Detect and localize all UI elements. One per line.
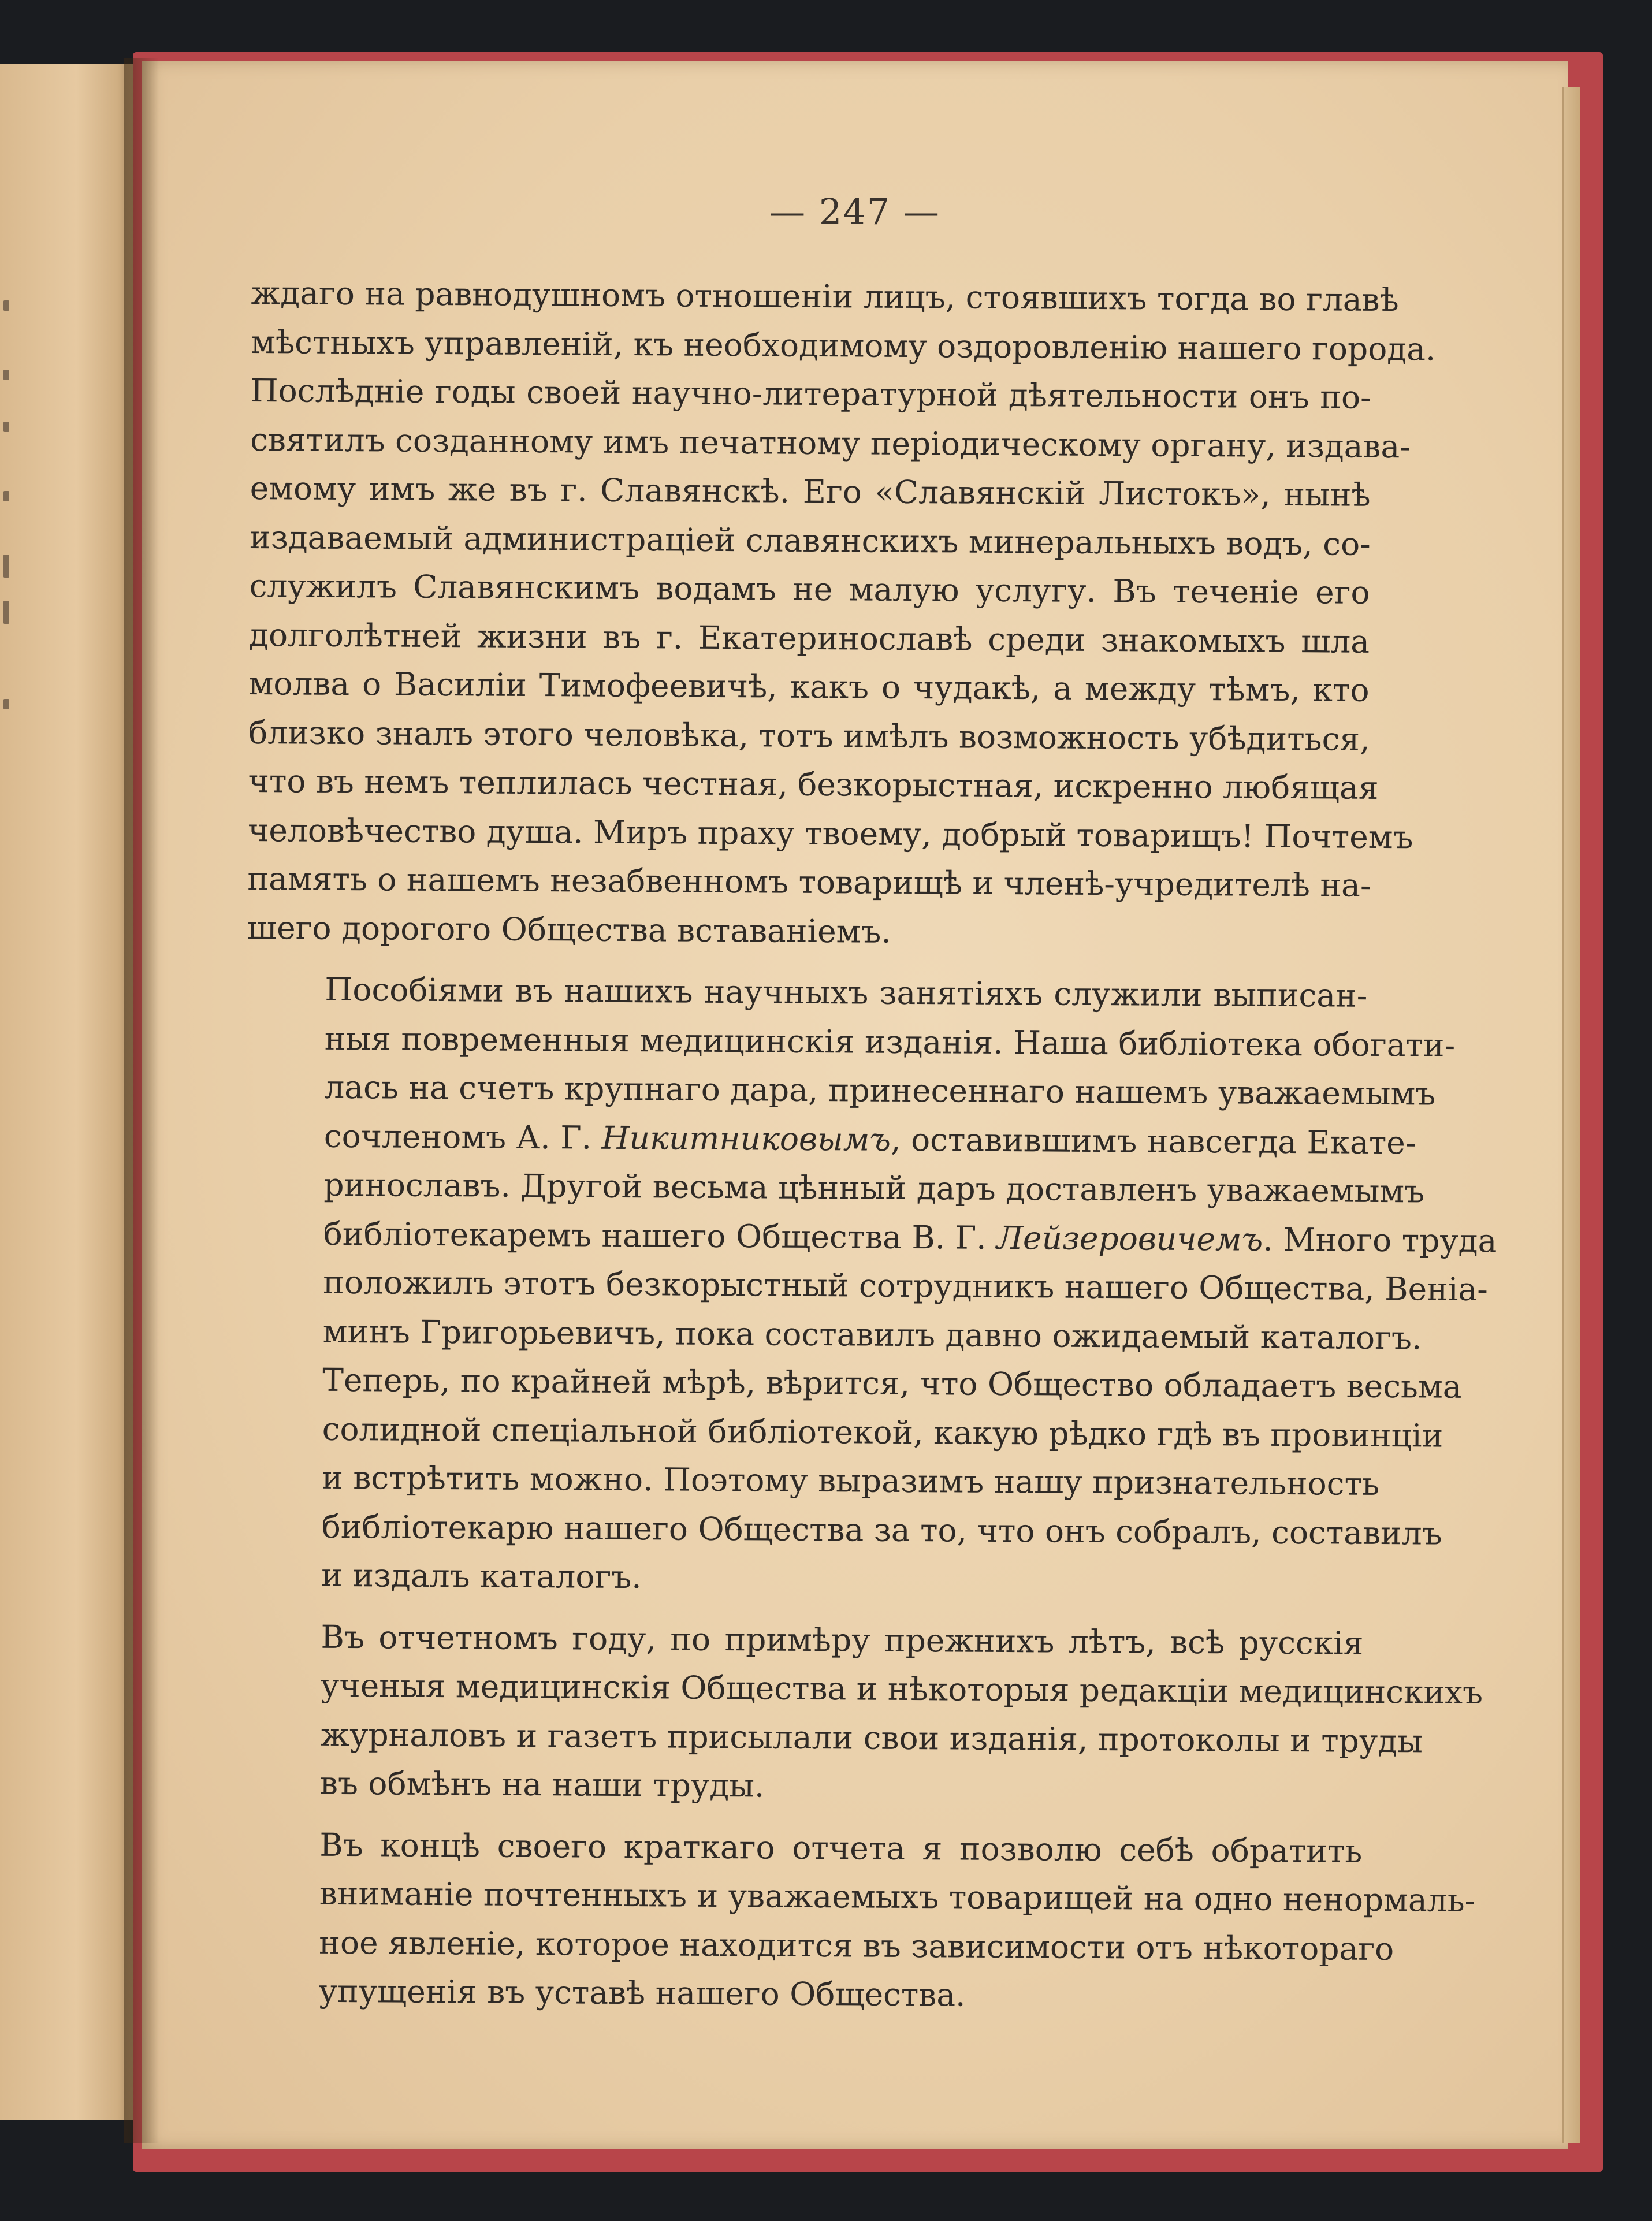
text-line: журналовъ и газетъ присылали свои изданія, протоколы и труды xyxy=(320,1716,1423,1759)
paragraph-1 xyxy=(247,269,1436,959)
text-line: издаваемый администраціей славянскихъ минеральныхъ водъ, со- xyxy=(249,518,1371,563)
paragraph-2 xyxy=(243,965,1497,1606)
text-line: близко зналъ этого человѣка, тотъ имѣлъ возможность убѣдиться, xyxy=(248,713,1370,758)
text-line: Послѣдніе годы своей научно-литературной дѣятельности онъ по- xyxy=(250,371,1371,416)
text-line: минъ Григорьевичъ, пока составилъ давно ожидаемый каталогъ. xyxy=(322,1312,1422,1356)
text-line: Теперь, по крайней мѣрѣ, вѣрится, что Общество обладаетъ весьма xyxy=(322,1361,1462,1405)
text-line: лась на счетъ крупнаго дара, принесеннаго нашемъ уважаемымъ xyxy=(324,1068,1436,1113)
text-line: ринославъ. Другой весьма цѣнный даръ доставленъ уважаемымъ xyxy=(323,1166,1425,1210)
text-line: молва о Василіи Тимофеевичѣ, какъ о чудакѣ, а между тѣмъ, кто xyxy=(248,664,1370,709)
text-segment: библіотекаремъ нашего Общества В. Г. xyxy=(323,1215,997,1256)
italic-name: Лейзеровичемъ xyxy=(996,1219,1263,1258)
text-line: ное явленіе, которое находится въ зависимости отъ нѣкотораго xyxy=(319,1924,1394,1967)
text-line: мѣстныхъ управленій, къ необходимому оздоровленію нашего города. xyxy=(251,323,1436,368)
text-line: память о нашемъ незабвенномъ товарищѣ и членѣ-учредителѣ на- xyxy=(247,860,1371,904)
spine-shadow xyxy=(124,58,159,2143)
text-line: святилъ созданному имъ печатному періодическому органу, издава- xyxy=(250,421,1411,465)
text-segment: , оставившимъ навсегда Екате- xyxy=(890,1121,1416,1161)
book-page xyxy=(142,61,1568,2149)
text-line: Въ концѣ своего краткаго отчета я позволю себѣ обратить xyxy=(319,1826,1363,1870)
text-line: человѣчество душа. Миръ праху твоему, добрый товарищъ! Почтемъ xyxy=(247,811,1413,855)
text-line: Въ отчетномъ году, по примѣру прежнихъ лѣтъ, всѣ русскія xyxy=(321,1618,1364,1662)
text-line: ученыя медицинскія Общества и нѣкоторыя редакціи медицинскихъ xyxy=(320,1666,1483,1712)
text-line: вниманіе почтенныхъ и уважаемыхъ товарищей на одно ненормаль- xyxy=(319,1874,1476,1919)
previous-page xyxy=(0,64,139,2120)
page-number: — 247 — xyxy=(769,191,940,233)
text-line xyxy=(246,1111,1416,1166)
text-line: служилъ Славянскимъ водамъ не малую услугу. Въ теченіе его xyxy=(249,567,1370,611)
previous-page-text-fragments xyxy=(0,64,17,2120)
text-line: и издалъ каталогъ. xyxy=(321,1556,642,1596)
text-line: долголѣтней жизни въ г. Екатеринославѣ среди знакомыхъ шла xyxy=(248,616,1370,660)
paragraph-4 xyxy=(241,1820,1476,2022)
text-line: упущенія въ уставѣ нашего Общества. xyxy=(318,1972,966,2014)
text-segment: сочленомъ А. Г. xyxy=(323,1117,602,1156)
italic-name: Никитниковымъ xyxy=(601,1119,891,1158)
text-line: солидной спеціальной библіотекой, какую рѣдко гдѣ въ провинціи xyxy=(322,1410,1443,1454)
text-line: Пособіями въ нашихъ научныхъ занятіяхъ служили выписан- xyxy=(325,970,1368,1014)
page-text xyxy=(241,269,1497,2022)
text-line: въ обмѣнъ на наши труды. xyxy=(319,1764,765,1805)
text-line: емому имъ же въ г. Славянскѣ. Его «Славянскій Листокъ», нынѣ xyxy=(250,469,1371,514)
page-edge xyxy=(1562,87,1580,2143)
text-line: и встрѣтить можно. Поэтому выразимъ нашу признательность xyxy=(322,1459,1380,1502)
text-line: библіотекарю нашего Общества за то, что онъ собралъ, составилъ xyxy=(321,1508,1442,1552)
text-line xyxy=(245,1208,1497,1264)
text-line: ждаго на равнодушномъ отношеніи лицъ, стоявшихъ тогда во главѣ xyxy=(251,274,1399,319)
text-line: что въ немъ теплилась честная, безкорыстная, искренно любящая xyxy=(248,762,1379,806)
text-line: ныя повременныя медицинскія изданія. Наша библіотека обогати- xyxy=(324,1020,1456,1064)
text-segment: . Много труда xyxy=(1263,1221,1497,1259)
text-line: шего дорогого Общества вставаніемъ. xyxy=(247,909,892,950)
paragraph-3 xyxy=(242,1612,1483,1814)
text-line: положилъ этотъ безкорыстный сотрудникъ нашего Общества, Веніа- xyxy=(323,1263,1489,1308)
